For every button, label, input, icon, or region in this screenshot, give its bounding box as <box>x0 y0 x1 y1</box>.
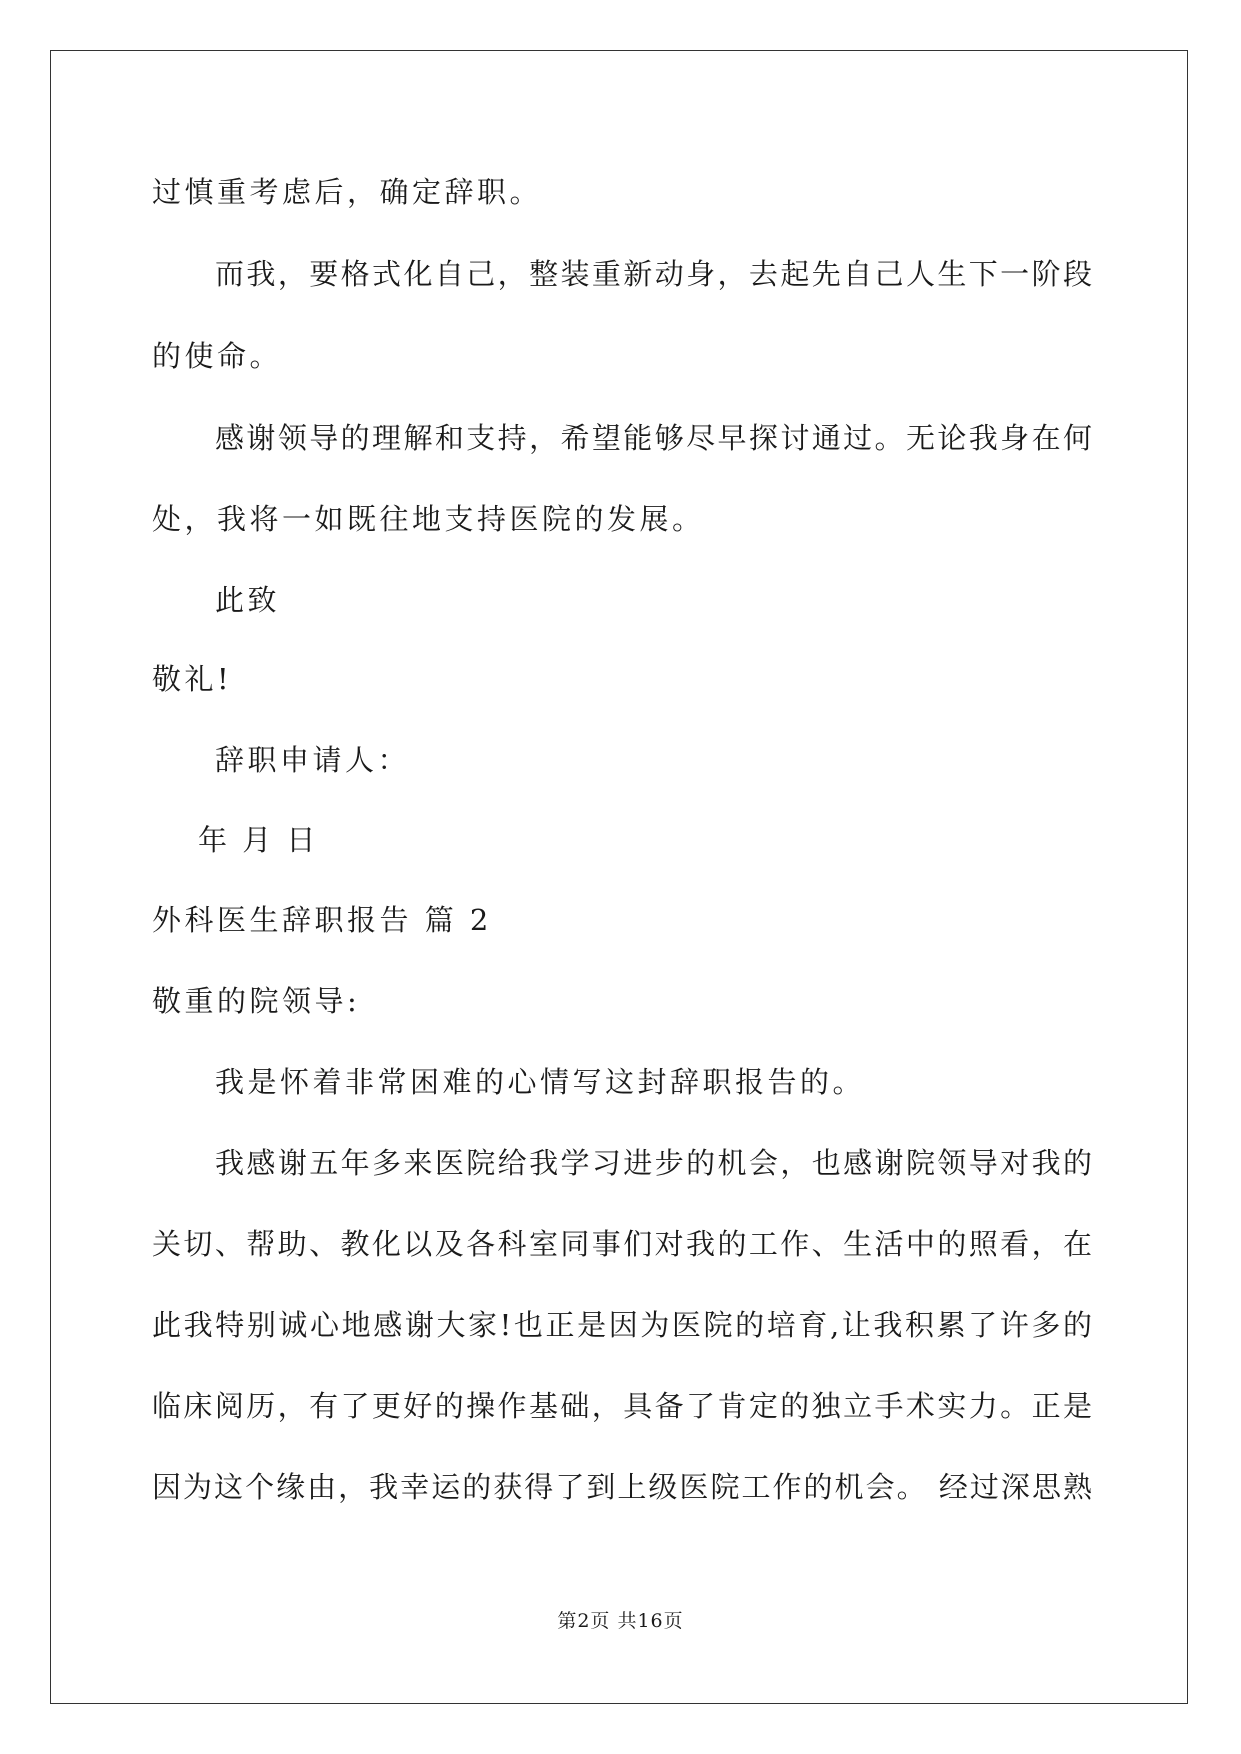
date-line: 年 月 日 <box>198 823 319 857</box>
text-line: 因为这个缘由，我幸运的获得了到上级医院工作的机会。 经过深思熟 <box>152 1470 1092 1504</box>
text-line: 关切、帮助、教化以及各科室同事们对我的工作、生活中的照看，在 <box>152 1227 1092 1261</box>
text-line: 我感谢五年多来医院给我学习进步的机会，也感谢院领导对我的 <box>215 1146 1092 1180</box>
text-line: 临床阅历，有了更好的操作基础，具备了肯定的独立手术实力。正是 <box>152 1389 1092 1423</box>
text-line: 感谢领导的理解和支持，希望能够尽早探讨通过。无论我身在何 <box>215 421 1092 455</box>
section-heading: 外科医生辞职报告 篇 2 <box>152 903 492 937</box>
greeting-line: 敬重的院领导: <box>152 984 361 1018</box>
salutation-closing: 此致 <box>215 583 281 617</box>
text-line: 我是怀着非常困难的心情写这封辞职报告的。 <box>215 1065 866 1099</box>
text-line: 处，我将一如既往地支持医院的发展。 <box>152 502 705 536</box>
text-line: 过慎重考虑后，确定辞职。 <box>152 175 543 209</box>
applicant-label: 辞职申请人： <box>215 743 411 777</box>
salutation-regards: 敬礼! <box>152 662 233 696</box>
text-line: 此我特别诚心地感谢大家!也正是因为医院的培育,让我积累了许多的 <box>152 1308 1092 1342</box>
page-border <box>50 50 1188 1704</box>
text-line: 而我，要格式化自己，整装重新动身，去起先自己人生下一阶段 <box>215 257 1092 291</box>
page-number-footer: 第2页 共16页 <box>557 1610 684 1632</box>
text-line: 的使命。 <box>152 339 283 373</box>
